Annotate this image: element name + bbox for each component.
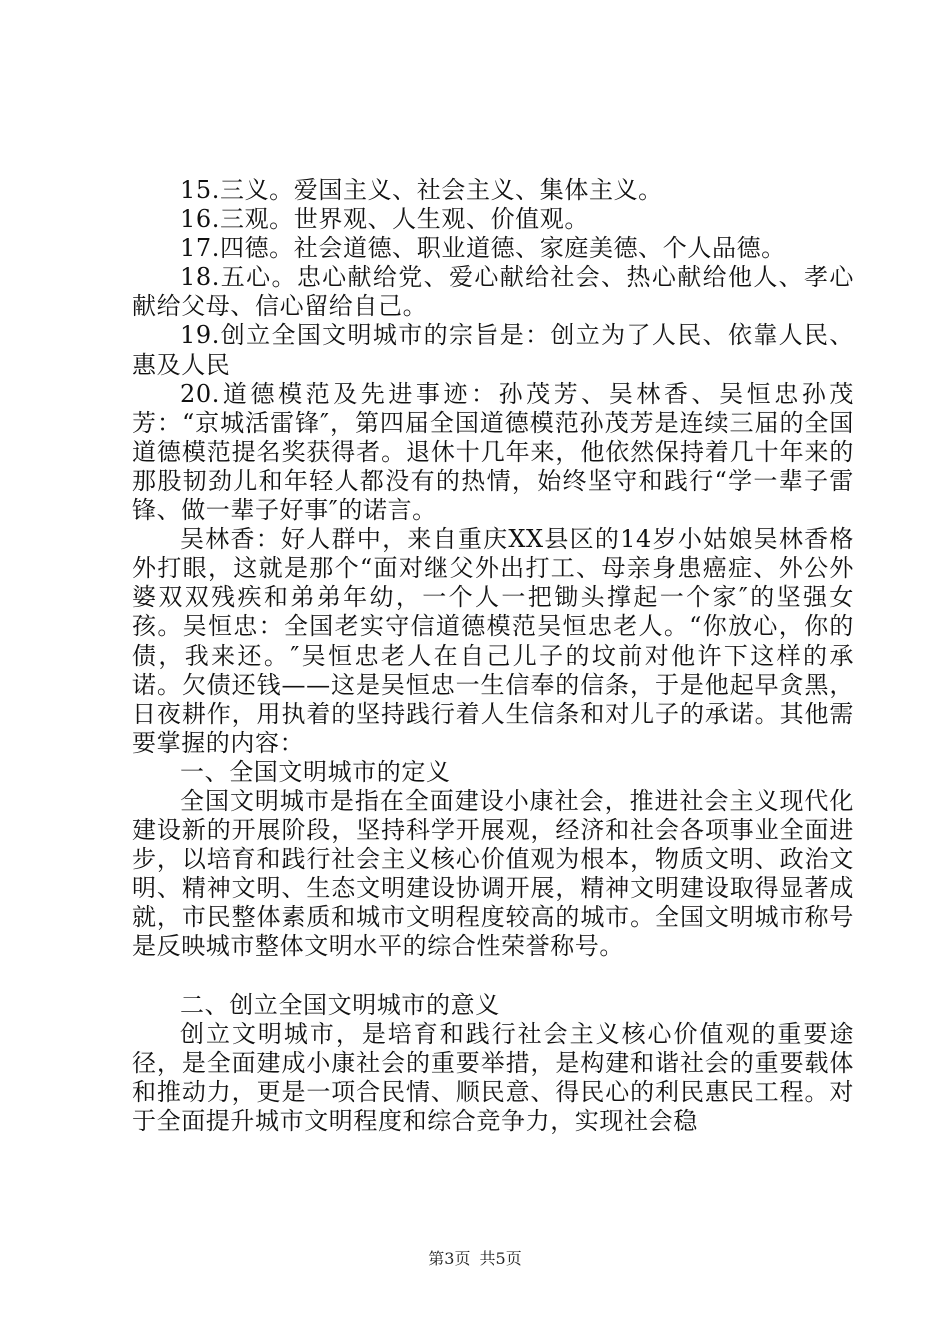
section-heading-definition: 一、全国文明城市的定义: [180, 757, 451, 786]
list-item-18: 18.五心。忠心献给党、爱心献给社会、热心献给他人、孝心献给父母、信心留给自己。: [132, 263, 854, 321]
list-item-20: 20.道德模范及先进事迹：孙茂芳、吴林香、吴恒忠孙茂芳：“京城活雷锋″，第四届全国道德模范孙茂芳是连续三届的全国道德模范提名奖获得者。退休十几年来，他依然保持着几十年来的那股韧劲儿和年轻人都没有的热情，始终坚守和践行“学一辈子雷锋、做一辈子好事″的诺言。: [132, 379, 854, 525]
page-footer: [0, 1246, 950, 1269]
document-body: [132, 176, 854, 1136]
list-item-15: 15.三义。爱国主义、社会主义、集体主义。: [180, 176, 663, 204]
paragraph-significance: 创立文明城市，是培育和践行社会主义核心价值观的重要途径，是全面建成小康社会的重要举措，是构建和谐社会的重要载体和推动力，更是一项合民情、顺民意、得民心的利民惠民工程。对于全面提升城市文明程度和综合竞争力，实现社会稳: [132, 1019, 854, 1135]
list-item-16: 16.三观。世界观、人生观、价值观。: [180, 205, 589, 234]
page-total: 共5页: [479, 1249, 522, 1268]
paragraph-spacer: [132, 962, 854, 991]
list-item-19: 19.创立全国文明城市的宗旨是：创立为了人民、依靠人民、惠及人民: [132, 321, 854, 379]
section-heading-significance: 二、创立全国文明城市的意义: [180, 990, 500, 1019]
paragraph-wu-linxiang: 吴林香：好人群中，来自重庆XX县区的14岁小姑娘吴林香格外打眼，这就是那个“面对继父外出打工、母亲身患癌症、外公外婆双双残疾和弟弟年幼，一个人一把锄头撑起一个家″的坚强女孩。吴恒忠：全国老实守信道德模范吴恒忠老人。“你放心，你的债，我来还。″吴恒忠老人在自己儿子的坟前对他许下这样的承诺。欠债还钱——这是吴恒忠一生信奉的信条，于是他起早贪黑，日夜耕作，用执着的坚持践行着人生信条和对儿子的承诺。其他需要掌握的内容：: [132, 525, 854, 757]
page-number: 第3页: [428, 1249, 471, 1268]
paragraph-definition: 全国文明城市是指在全面建设小康社会，推进社会主义现代化建设新的开展阶段，坚持科学开展观，经济和社会各项事业全面进步，以培育和践行社会主义核心价值观为根本，物质文明、政治文明、精神文明、生态文明建设协调开展，精神文明建设取得显著成就，市民整体素质和城市文明程度较高的城市。全国文明城市称号是反映城市整体文明水平的综合性荣誉称号。: [132, 786, 854, 961]
list-item-17: 17.四德。社会道德、职业道德、家庭美德、个人品德。: [180, 234, 786, 263]
